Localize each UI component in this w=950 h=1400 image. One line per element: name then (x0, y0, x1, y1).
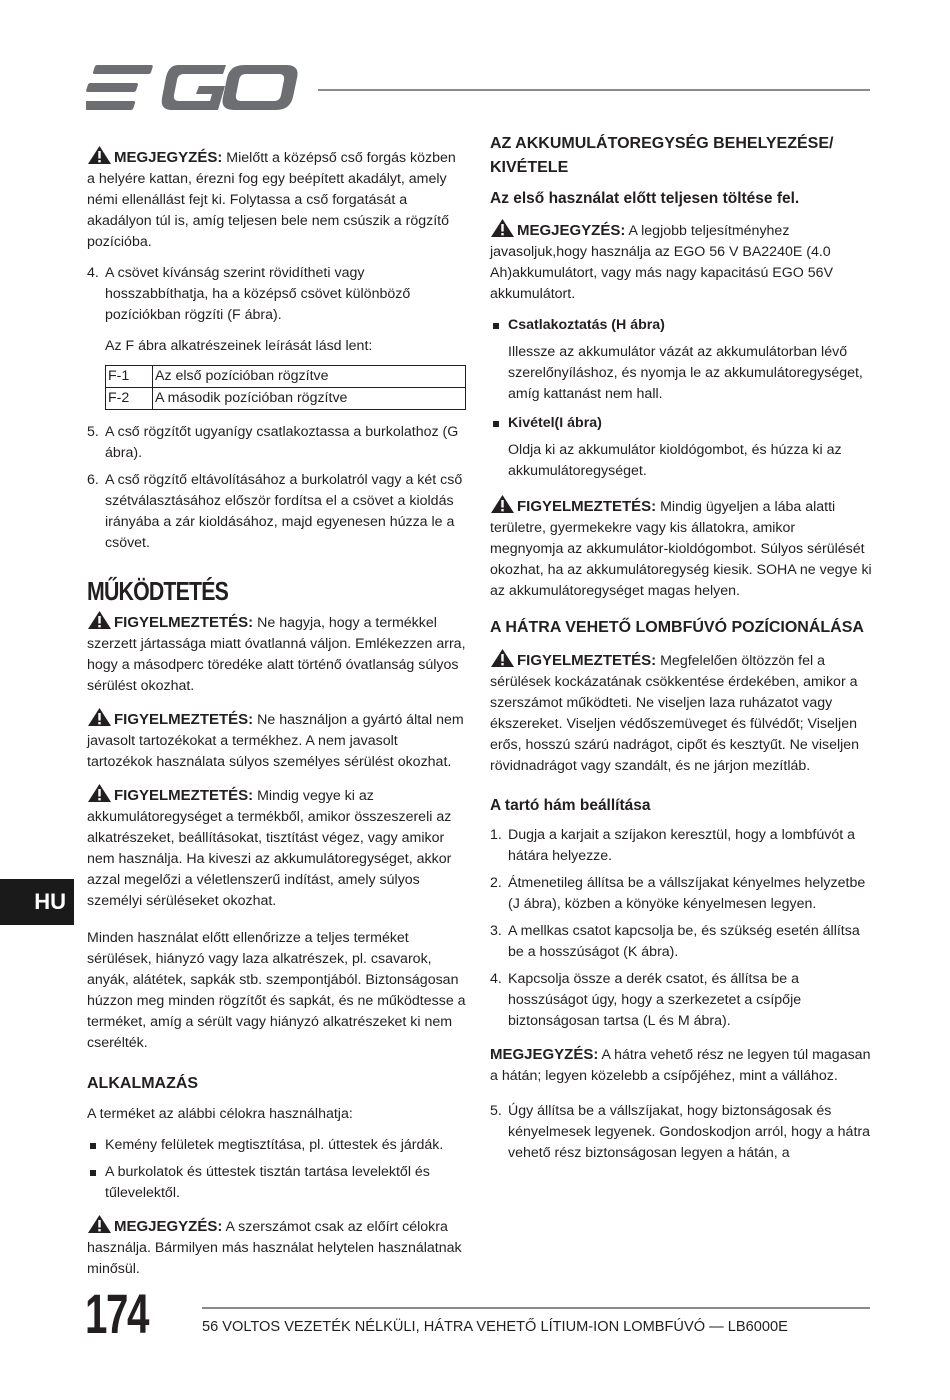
warning-text: Ne használjon a gyártó által nem javasolt tartozékokat a termékhez. A nem javasolt tartozékok használata súlyos személyes sérülést okozhat. (87, 712, 464, 770)
warning-label: FIGYELMEZTETÉS: (517, 498, 657, 515)
harness-steps (490, 825, 872, 1032)
warning-triangle-icon (87, 1214, 112, 1234)
note-text: A legjobb teljesítményhez javasoljuk,hogy használja az EGO 56 V BA2240E (4.0 Ah)akkumulátort, vagy más nagy kapacitású EGO 56V akkumulátort. (490, 223, 834, 302)
application-intro: A terméket az alábbi célokra használhatja: (87, 1106, 353, 1122)
list-item (87, 422, 467, 464)
page-number: 174 (85, 1282, 148, 1345)
note-label: MEGJEGYZÉS: (114, 149, 223, 166)
step-number: 5. (490, 1103, 502, 1119)
left-column (87, 145, 467, 1290)
section-title: MŰKÖDTETÉS (87, 576, 229, 606)
step-text: Átmenetileg állítsa be a vállszíjakat kényelmes helyzetbe (J ábra), közben a könyöke kényelmesen legyen. (508, 875, 866, 912)
list-item (490, 1101, 872, 1164)
warning-triangle-icon (490, 218, 515, 238)
warning-text: Mindig vegye ki az akkumulátoregységet a termékből, amikor összeszereli az alkatrészeket, beállításokat, tisztítást végez, vagy amikor nem használja. Ha kiveszi az akkumulátoregységet, akkor azzal megelőzi a véletlenszerű indítást, amely súlyos személyi sérüléseket okozhat. (87, 788, 452, 909)
attach-body: Illessze az akkumulátor vázát az akkumulátorban lévő szerelőnyíláshoz, és nyomja le az akkumulátoregységet, amíg kattanást nem hall. (508, 344, 863, 402)
battery-subtitle: Az első használat előtt teljesen töltése fel. (490, 190, 800, 207)
step-text: A csövet kívánság szerint rövidítheti vagy hosszabbíthatja, ha a középső csövet különböző pozíciókban rögzíti (F ábra). (105, 265, 411, 323)
step-number: 5. (87, 424, 99, 440)
warning-text: Megfelelően öltözzön fel a sérülések kockázatának csökkentése érdekében, amikor a szerszámot működteti. Ne viseljen laza ruházatot vagy ékszereket. Viseljen védőszemüveget és fülvédőt; Viseljen erős, hosszú szárú nadrágot, cipőt és kesztyűt. Ne viseljen rövidnadrágot vagy szandált, és ne járjon mezítláb. (490, 653, 860, 774)
warning-triangle-icon (490, 494, 515, 514)
warning-triangle-icon (490, 648, 515, 668)
step-number: 4. (87, 265, 99, 281)
table-cell-value: Az első pozícióban rögzítve (153, 366, 466, 388)
steps-list (87, 422, 467, 554)
table-row (106, 388, 466, 410)
note-text: A szerszámot csak az előírt célokra használja. Bármilyen más használat helytelen használatnak minősül. (87, 1219, 462, 1277)
step-text: A cső rögzítőt ugyanígy csatlakoztassa a burkolathoz (G ábra). (105, 424, 459, 461)
battery-list (490, 413, 872, 434)
warning-text: Mindig ügyeljen a lába alatti területre, gyermekekre vagy kis állatokra, amikor megnyomja az akkumulátor-kioldógombot. Súlyos sérülését okozhat, ha az akkumulátoregység kiesik. SOHA ne vegye ki az akkumulátoregységet magas helyen. (490, 499, 872, 599)
parts-table (105, 365, 466, 410)
step-text: A cső rögzítő eltávolításához a burkolatról vagy a két cső szétválasztásához először fordítsa el a csövet a kioldás irányába a zár kioldásához, majd egyenesen húzza le a csövet. (105, 472, 463, 551)
note-text: A hátra vehető rész ne legyen túl magasan a hátán; legyen közelebb a csípőjéhez, mint a vállához. (490, 1047, 871, 1084)
step-text: Úgy állítsa be a vállszíjakat, hogy biztonságosak és kényelmesek legyenek. Gondoskodjon arról, hogy a hátra vehető rész biztonságosan legyen a hátán, a (508, 1103, 870, 1161)
right-column (490, 132, 872, 1174)
warning-label: FIGYELMEZTETÉS: (114, 614, 254, 631)
warning-paragraph (87, 783, 467, 912)
warning-text: Ne hagyja, hogy a termékkel szerzett jártassága miatt óvatlanná váljon. Emlékezzen arra, hogy a másodperc töredéke alatt történő óvatlanság súlyos sérülést okozhat. (87, 615, 466, 694)
list-item (490, 825, 872, 867)
battery-list (490, 315, 872, 336)
warning-paragraph (87, 707, 467, 773)
note-label: MEGJEGYZÉS: (490, 1046, 599, 1063)
step-number: 3. (490, 923, 502, 939)
step-text: Dugja a karjait a szíjakon keresztül, hogy a lombfúvót a hátára helyezze. (508, 827, 855, 864)
footer-title: 56 VOLTOS VEZETÉK NÉLKÜLI, HÁTRA VEHETŐ LÍTIUM-ION LOMBFÚVÓ — LB6000E (202, 1319, 788, 1335)
list-item (490, 921, 872, 963)
footer-rule (202, 1307, 870, 1309)
table-intro: Az F ábra alkatrészeinek leírását lásd lent: (105, 338, 373, 354)
warning-label: FIGYELMEZTETÉS: (114, 787, 254, 804)
list-item: A burkolatok és úttestek tisztán tartása levelektől és tűlevelektől. (87, 1162, 467, 1204)
warning-paragraph (490, 648, 872, 777)
steps-list (87, 263, 467, 326)
harness-steps (490, 1101, 872, 1164)
step-number: 2. (490, 875, 502, 891)
remove-body: Oldja ki az akkumulátor kioldógombot, és húzza ki az akkumulátoregységet. (508, 442, 842, 479)
application-list (87, 1135, 467, 1204)
language-tab: HU (0, 879, 74, 925)
note-label: MEGJEGYZÉS: (517, 222, 626, 239)
list-item (490, 873, 872, 915)
position-title: A HÁTRA VEHETŐ LOMBFÚVÓ POZÍCIONÁLÁSA (490, 619, 864, 636)
table-row (106, 366, 466, 388)
table-cell-value: A második pozícióban rögzítve (153, 388, 466, 410)
note-text: Mielőtt a középső cső forgás közben a helyére kattan, érezni fog egy beépített akadályt, amely némi ellenállást fejt ki. Folytassa a cső forgatását a akadályon túl is, amíg teljesen bele nem csúszik a rögzítő pozícióba. (87, 150, 456, 250)
battery-title: AZ AKKUMULÁTOREGYSÉG BEHELYEZÉSE/ KIVÉTELE (490, 135, 834, 176)
note-paragraph (87, 145, 467, 253)
step-number: 6. (87, 472, 99, 488)
harness-title: A tartó hám beállítása (490, 797, 651, 814)
check-paragraph: Minden használat előtt ellenőrizze a teljes terméket sérülések, hiányzó vagy laza alkatrészek, pl. csavarok, anyák, alátétek, sapkák stb. szempontjából. Biztonságosan húzzon meg minden rögzítőt és sapkát, és ne működtesse a terméket, amíg a sérült vagy hiányzó alkatrészeket ki nem cserélték. (87, 930, 466, 1051)
note-paragraph (87, 1214, 467, 1280)
step-number: 1. (490, 827, 502, 843)
note-paragraph (490, 1044, 872, 1087)
warning-triangle-icon (87, 783, 112, 803)
step-text: Kapcsolja össze a derék csatot, és állítsa be a hosszúságot úgy, hogy a szerkezetet a csípője biztonságosan tartsa (L és M ábra). (508, 971, 802, 1029)
remove-heading: Kivétel(I ábra) (490, 413, 872, 434)
warning-triangle-icon (87, 145, 112, 165)
warning-label: FIGYELMEZTETÉS: (517, 652, 657, 669)
warning-label: FIGYELMEZTETÉS: (114, 711, 254, 728)
ego-logo (86, 63, 300, 113)
step-number: 4. (490, 971, 502, 987)
list-item (490, 969, 872, 1032)
warning-triangle-icon (87, 610, 112, 630)
warning-paragraph (490, 494, 872, 602)
attach-heading: Csatlakoztatás (H ábra) (490, 315, 872, 336)
warning-triangle-icon (87, 707, 112, 727)
note-paragraph (490, 218, 872, 305)
list-item: Kemény felületek megtisztítása, pl. úttestek és járdák. (87, 1135, 467, 1156)
step-text: A mellkas csatot kapcsolja be, és szükség esetén állítsa be a hosszúságot (K ábra). (508, 923, 860, 960)
application-title: ALKALMAZÁS (87, 1075, 199, 1092)
header-rule (318, 89, 870, 91)
list-item (87, 470, 467, 554)
list-item (87, 263, 467, 326)
table-cell-key: F-1 (106, 366, 153, 388)
warning-paragraph (87, 610, 467, 697)
note-label: MEGJEGYZÉS: (114, 1218, 223, 1235)
table-cell-key: F-2 (106, 388, 153, 410)
